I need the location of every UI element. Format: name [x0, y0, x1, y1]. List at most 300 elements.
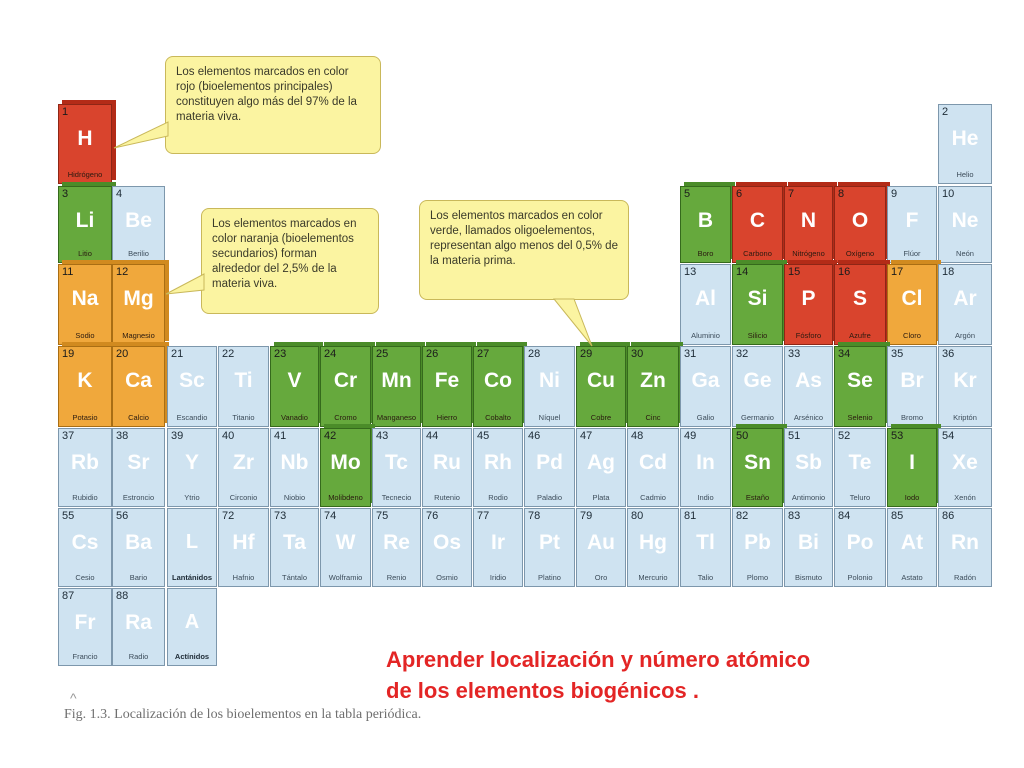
element-ti-cell	[218, 346, 269, 427]
atomic-number: 5	[684, 188, 691, 200]
element-name: Molibdeno	[328, 493, 363, 502]
atomic-number: 73	[274, 510, 287, 522]
callout-green-elements: Los elementos marcados en color verde, llamados oligoelementos, representan algo menos del 0,5% de la materia prima.	[419, 200, 629, 300]
element-name: Indio	[697, 493, 714, 502]
atomic-number: 15	[788, 266, 801, 278]
element-name: Rodio	[488, 493, 508, 502]
element-symbol: He	[951, 127, 979, 150]
element-symbol: Os	[432, 531, 461, 554]
atomic-number: 35	[891, 348, 904, 360]
element-ta-cell	[270, 508, 319, 587]
atomic-number: 9	[891, 188, 898, 200]
element-he-cell	[938, 104, 992, 184]
element-name: Teluro	[849, 493, 871, 502]
element-ca-cell	[112, 346, 165, 427]
atomic-number: 23	[274, 348, 287, 360]
element-name: Nitrógeno	[792, 249, 825, 258]
element-name: Actínidos	[174, 652, 210, 661]
element-symbol: Ga	[691, 369, 720, 392]
element-symbol: B	[697, 209, 714, 232]
element-cd-cell	[627, 428, 679, 507]
element-name: Carbono	[743, 249, 772, 258]
element-pd-cell	[524, 428, 575, 507]
element-pb-cell	[732, 508, 783, 587]
atomic-number: 79	[580, 510, 593, 522]
element-po-cell	[834, 508, 886, 587]
element-cr-cell	[320, 346, 371, 427]
element-name: Wolframio	[328, 573, 363, 582]
element-name: Cinc	[645, 413, 661, 422]
element-pt-cell	[524, 508, 575, 587]
element-n-cell	[784, 186, 833, 263]
element-name: Rubidio	[72, 493, 98, 502]
element-fe-cell	[422, 346, 472, 427]
element-ga-cell	[680, 346, 731, 427]
atomic-number: 86	[942, 510, 955, 522]
atomic-number: 78	[528, 510, 541, 522]
element-symbol: Se	[847, 369, 873, 392]
element-symbol: V	[287, 369, 302, 392]
atomic-number: 28	[528, 348, 541, 360]
element-symbol: Cs	[71, 531, 99, 554]
element-symbol: Br	[900, 369, 924, 392]
element-ba-cell	[112, 508, 165, 587]
element-name: Platino	[538, 573, 561, 582]
element-symbol: Pt	[539, 531, 560, 554]
atomic-number: 85	[891, 510, 904, 522]
atomic-number: 41	[274, 430, 287, 442]
element-symbol: Ge	[743, 369, 772, 392]
atomic-number: 32	[736, 348, 749, 360]
element-mo-cell	[320, 428, 371, 507]
element-symbol: Zr	[233, 451, 254, 474]
atomic-number: 82	[736, 510, 749, 522]
element-name: Germanio	[741, 413, 774, 422]
atomic-number: 36	[942, 348, 955, 360]
element-name: Cobre	[590, 413, 612, 422]
atomic-number: 83	[788, 510, 801, 522]
element-name: Escandio	[176, 413, 208, 422]
element-au-cell	[576, 508, 626, 587]
atomic-number: 84	[838, 510, 851, 522]
element-fr-cell	[58, 588, 112, 666]
atomic-number: 17	[891, 266, 904, 278]
atomic-number: 40	[222, 430, 235, 442]
element-name: Litio	[78, 249, 92, 258]
element-name: Radio	[128, 652, 149, 661]
element-li-cell	[58, 186, 112, 263]
element-co-cell	[473, 346, 523, 427]
element-name: Berilio	[128, 249, 149, 258]
element-name: Sodio	[75, 331, 95, 340]
element-nb-cell	[270, 428, 319, 507]
atomic-number: 49	[684, 430, 697, 442]
element-name: Níquel	[538, 413, 561, 422]
caption-mark: ^	[70, 690, 77, 706]
atomic-number: 22	[222, 348, 235, 360]
element-ag-cell	[576, 428, 626, 507]
element-name: Iridio	[489, 573, 507, 582]
callout-red-elements: Los elementos marcados en color rojo (bioelementos principales) constituyen algo más del 97% de la materia viva.	[165, 56, 381, 154]
element-name: Mercurio	[638, 573, 668, 582]
element-name: Oxígeno	[845, 249, 875, 258]
element-name: Renio	[386, 573, 407, 582]
atomic-number: 6	[736, 188, 743, 200]
element-name: Rutenio	[434, 493, 460, 502]
element-symbol: Pb	[744, 531, 771, 554]
atomic-number: 81	[684, 510, 697, 522]
atomic-number: 77	[477, 510, 490, 522]
element-name: Tecnecio	[381, 493, 412, 502]
element-ge-cell	[732, 346, 783, 427]
element-symbol: N	[800, 209, 817, 232]
element-name: Cromo	[334, 413, 357, 422]
element-name: Ytrio	[184, 493, 200, 502]
element-symbol: Cd	[639, 451, 667, 474]
atomic-number: 46	[528, 430, 541, 442]
element-name: Neón	[956, 249, 974, 258]
element-name: Oro	[594, 573, 608, 582]
atomic-number: 44	[426, 430, 439, 442]
element-symbol: Ir	[490, 531, 505, 554]
atomic-number: 48	[631, 430, 644, 442]
element-na-cell	[58, 264, 112, 345]
atomic-number: 19	[62, 348, 75, 360]
element-name: Magnesio	[122, 331, 155, 340]
atomic-number: 16	[838, 266, 851, 278]
callout-red-pointer	[112, 118, 172, 152]
atomic-number: 37	[62, 430, 75, 442]
atomic-number: 87	[62, 590, 75, 602]
element-symbol: Ni	[539, 369, 560, 392]
element-name: Circonio	[229, 493, 258, 502]
atomic-number: 26	[426, 348, 439, 360]
element-symbol: Sb	[795, 451, 822, 474]
atomic-number: 34	[838, 348, 851, 360]
element-in-cell	[680, 428, 731, 507]
atomic-number: 55	[62, 510, 75, 522]
element-name: Polonio	[847, 573, 873, 582]
element-al-cell	[680, 264, 731, 345]
element-w-cell	[320, 508, 371, 587]
element-name: Lantánidos	[171, 573, 212, 582]
element-name: Cobalto	[485, 413, 511, 422]
element-a-cell	[167, 588, 217, 666]
element-symbol: Mo	[330, 451, 361, 474]
element-symbol: Rn	[951, 531, 979, 554]
element-name: Azufre	[849, 331, 871, 340]
element-symbol: Mn	[381, 369, 412, 392]
atomic-number: 25	[376, 348, 389, 360]
element-si-cell	[732, 264, 783, 345]
element-sb-cell	[784, 428, 833, 507]
atomic-number: 18	[942, 266, 955, 278]
element-symbol: L	[185, 531, 199, 553]
element-b-cell	[680, 186, 731, 263]
atomic-number: 1	[62, 106, 69, 118]
element-name: Antimonio	[791, 493, 826, 502]
element-name: Fósforo	[795, 331, 822, 340]
callout-orange-elements: Los elementos marcados en color naranja (bioelementos secundarios) forman alrededor del 2,5% de la materia viva.	[201, 208, 379, 314]
element-symbol: Po	[846, 531, 874, 554]
element-symbol: Ba	[125, 531, 152, 554]
element-h-cell	[58, 104, 112, 184]
element-symbol: Te	[848, 451, 872, 474]
element-symbol: Nb	[280, 451, 309, 474]
objective-line-1: Aprender localización y número atómico	[386, 647, 811, 672]
element-symbol: Fr	[74, 611, 96, 634]
element-kr-cell	[938, 346, 992, 427]
element-sc-cell	[167, 346, 217, 427]
element-symbol: K	[77, 369, 93, 392]
element-rb-cell	[58, 428, 112, 507]
element-tc-cell	[372, 428, 421, 507]
atomic-number: 76	[426, 510, 439, 522]
element-ra-cell	[112, 588, 165, 666]
element-name: Radón	[953, 573, 977, 582]
atomic-number: 3	[62, 188, 69, 200]
atomic-number: 29	[580, 348, 593, 360]
element-symbol: Sc	[179, 369, 205, 392]
element-name: Osmio	[436, 573, 458, 582]
element-ru-cell	[422, 428, 472, 507]
element-symbol: Hg	[639, 531, 667, 554]
element-name: Bario	[129, 573, 148, 582]
element-s-cell	[834, 264, 886, 345]
element-bi-cell	[784, 508, 833, 587]
element-symbol: Tl	[696, 531, 715, 554]
element-symbol: Mg	[123, 287, 154, 310]
element-symbol: Na	[71, 287, 99, 310]
element-mg-cell	[112, 264, 165, 345]
element-name: Flúor	[903, 249, 921, 258]
element-zr-cell	[218, 428, 269, 507]
atomic-number: 54	[942, 430, 955, 442]
element-sr-cell	[112, 428, 165, 507]
element-name: Kriptón	[953, 413, 977, 422]
objective-line-2: de los elementos biogénicos .	[386, 678, 699, 703]
element-y-cell	[167, 428, 217, 507]
element-name: Iodo	[904, 493, 920, 502]
atomic-number: 31	[684, 348, 697, 360]
element-symbol: Ta	[283, 531, 306, 554]
element-symbol: Li	[75, 209, 95, 232]
element-f-cell	[887, 186, 937, 263]
element-name: Hafnio	[232, 573, 255, 582]
element-cs-cell	[58, 508, 112, 587]
element-name: Hierro	[436, 413, 458, 422]
element-symbol: Bi	[798, 531, 819, 554]
element-name: Silicio	[747, 331, 768, 340]
element-symbol: Si	[747, 287, 768, 310]
element-symbol: Pd	[536, 451, 563, 474]
element-p-cell	[784, 264, 833, 345]
element-xe-cell	[938, 428, 992, 507]
element-symbol: I	[909, 451, 915, 474]
element-be-cell	[112, 186, 165, 263]
atomic-number: 24	[324, 348, 337, 360]
atomic-number: 56	[116, 510, 129, 522]
element-as-cell	[784, 346, 833, 427]
atomic-number: 39	[171, 430, 184, 442]
element-name: Calcio	[128, 413, 149, 422]
element-at-cell	[887, 508, 937, 587]
atomic-number: 11	[62, 266, 74, 278]
atomic-number: 12	[116, 266, 129, 278]
element-te-cell	[834, 428, 886, 507]
element-ir-cell	[473, 508, 523, 587]
element-symbol: Rh	[484, 451, 512, 474]
element-br-cell	[887, 346, 937, 427]
element-symbol: Tc	[385, 451, 408, 474]
element-symbol: Re	[383, 531, 410, 554]
element-symbol: Cr	[333, 369, 358, 392]
element-name: Cadmio	[640, 493, 666, 502]
element-ar-cell	[938, 264, 992, 345]
element-symbol: Fe	[434, 369, 460, 392]
element-symbol: Ar	[953, 287, 977, 310]
atomic-number: 10	[942, 188, 955, 200]
atomic-number: 2	[942, 106, 949, 118]
element-k-cell	[58, 346, 112, 427]
element-name: Plata	[592, 493, 610, 502]
atomic-number: 4	[116, 188, 123, 200]
element-name: Plomo	[746, 573, 769, 582]
atomic-number: 27	[477, 348, 490, 360]
element-symbol: Au	[587, 531, 615, 554]
element-os-cell	[422, 508, 472, 587]
atomic-number: 14	[736, 266, 749, 278]
element-symbol: A	[184, 611, 200, 633]
element-symbol: At	[900, 531, 924, 554]
element-name: Tántalo	[281, 573, 308, 582]
element-rh-cell	[473, 428, 523, 507]
element-symbol: Co	[484, 369, 512, 392]
element-symbol: Ru	[433, 451, 461, 474]
element-name: Argón	[954, 331, 975, 340]
element-name: Hidrógeno	[67, 170, 103, 179]
element-symbol: Be	[125, 209, 152, 232]
element-name: Bromo	[900, 413, 924, 422]
element-name: Titanio	[232, 413, 255, 422]
element-name: Helio	[956, 170, 974, 179]
element-symbol: Cl	[901, 287, 923, 310]
callout-orange-pointer	[164, 268, 206, 298]
atomic-number: 30	[631, 348, 644, 360]
atomic-number: 80	[631, 510, 644, 522]
element-symbol: C	[749, 209, 766, 232]
element-name: Xenón	[954, 493, 976, 502]
element-rn-cell	[938, 508, 992, 587]
element-cl-cell	[887, 264, 937, 345]
element-name: Talio	[697, 573, 714, 582]
element-symbol: O	[851, 209, 869, 232]
atomic-number: 50	[736, 430, 749, 442]
element-symbol: Kr	[953, 369, 977, 392]
atomic-number: 33	[788, 348, 801, 360]
element-se-cell	[834, 346, 886, 427]
element-name: Manganeso	[376, 413, 417, 422]
atomic-number: 20	[116, 348, 129, 360]
element-symbol: S	[852, 287, 867, 310]
atomic-number: 75	[376, 510, 389, 522]
element-name: Cloro	[903, 331, 921, 340]
element-ne-cell	[938, 186, 992, 263]
element-v-cell	[270, 346, 319, 427]
element-name: Francio	[72, 652, 98, 661]
element-symbol: Zn	[640, 369, 666, 392]
atomic-number: 43	[376, 430, 389, 442]
element-name: Boro	[697, 249, 714, 258]
element-i-cell	[887, 428, 937, 507]
atomic-number: 38	[116, 430, 129, 442]
atomic-number: 88	[116, 590, 129, 602]
atomic-number: 21	[171, 348, 184, 360]
element-name: Arsénico	[793, 413, 824, 422]
element-symbol: H	[77, 127, 93, 150]
element-symbol: Sr	[127, 451, 150, 474]
atomic-number: 53	[891, 430, 904, 442]
element-symbol: P	[801, 287, 816, 310]
element-symbol: Sn	[744, 451, 771, 474]
element-symbol: Rb	[71, 451, 99, 474]
element-name: Bismuto	[794, 573, 823, 582]
element-symbol: Ag	[587, 451, 615, 474]
element-l-cell	[167, 508, 217, 587]
element-symbol: Ne	[951, 209, 979, 232]
element-re-cell	[372, 508, 421, 587]
element-name: Potasio	[72, 413, 98, 422]
element-name: Paladio	[536, 493, 563, 502]
figure-caption: Fig. 1.3. Localización de los bioelementos en la tabla periódica.	[64, 707, 422, 722]
element-c-cell	[732, 186, 783, 263]
element-name: Aluminio	[691, 331, 720, 340]
element-symbol: Ca	[125, 369, 152, 392]
atomic-number: 42	[324, 430, 337, 442]
atomic-number: 72	[222, 510, 235, 522]
element-cu-cell	[576, 346, 626, 427]
element-name: Astato	[901, 573, 923, 582]
element-symbol: Al	[695, 287, 716, 310]
atomic-number: 8	[838, 188, 845, 200]
atomic-number: 7	[788, 188, 795, 200]
element-mn-cell	[372, 346, 421, 427]
element-symbol: F	[905, 209, 919, 232]
element-name: Estroncio	[122, 493, 155, 502]
atomic-number: 52	[838, 430, 851, 442]
element-symbol: Cu	[587, 369, 615, 392]
element-ni-cell	[524, 346, 575, 427]
atomic-number: 74	[324, 510, 337, 522]
element-symbol: W	[335, 531, 356, 554]
element-name: Cesio	[75, 573, 95, 582]
element-name: Niobio	[283, 493, 306, 502]
element-name: Estaño	[745, 493, 770, 502]
element-symbol: In	[696, 451, 715, 474]
callout-green-pointer	[548, 296, 598, 348]
element-symbol: Ra	[125, 611, 152, 634]
atomic-number: 47	[580, 430, 593, 442]
element-symbol: Hf	[232, 531, 255, 554]
element-name: Vanadio	[281, 413, 308, 422]
atomic-number: 45	[477, 430, 490, 442]
element-hf-cell	[218, 508, 269, 587]
element-symbol: As	[795, 369, 822, 392]
element-tl-cell	[680, 508, 731, 587]
element-symbol: Ti	[234, 369, 253, 392]
element-name: Selenio	[847, 413, 873, 422]
element-hg-cell	[627, 508, 679, 587]
